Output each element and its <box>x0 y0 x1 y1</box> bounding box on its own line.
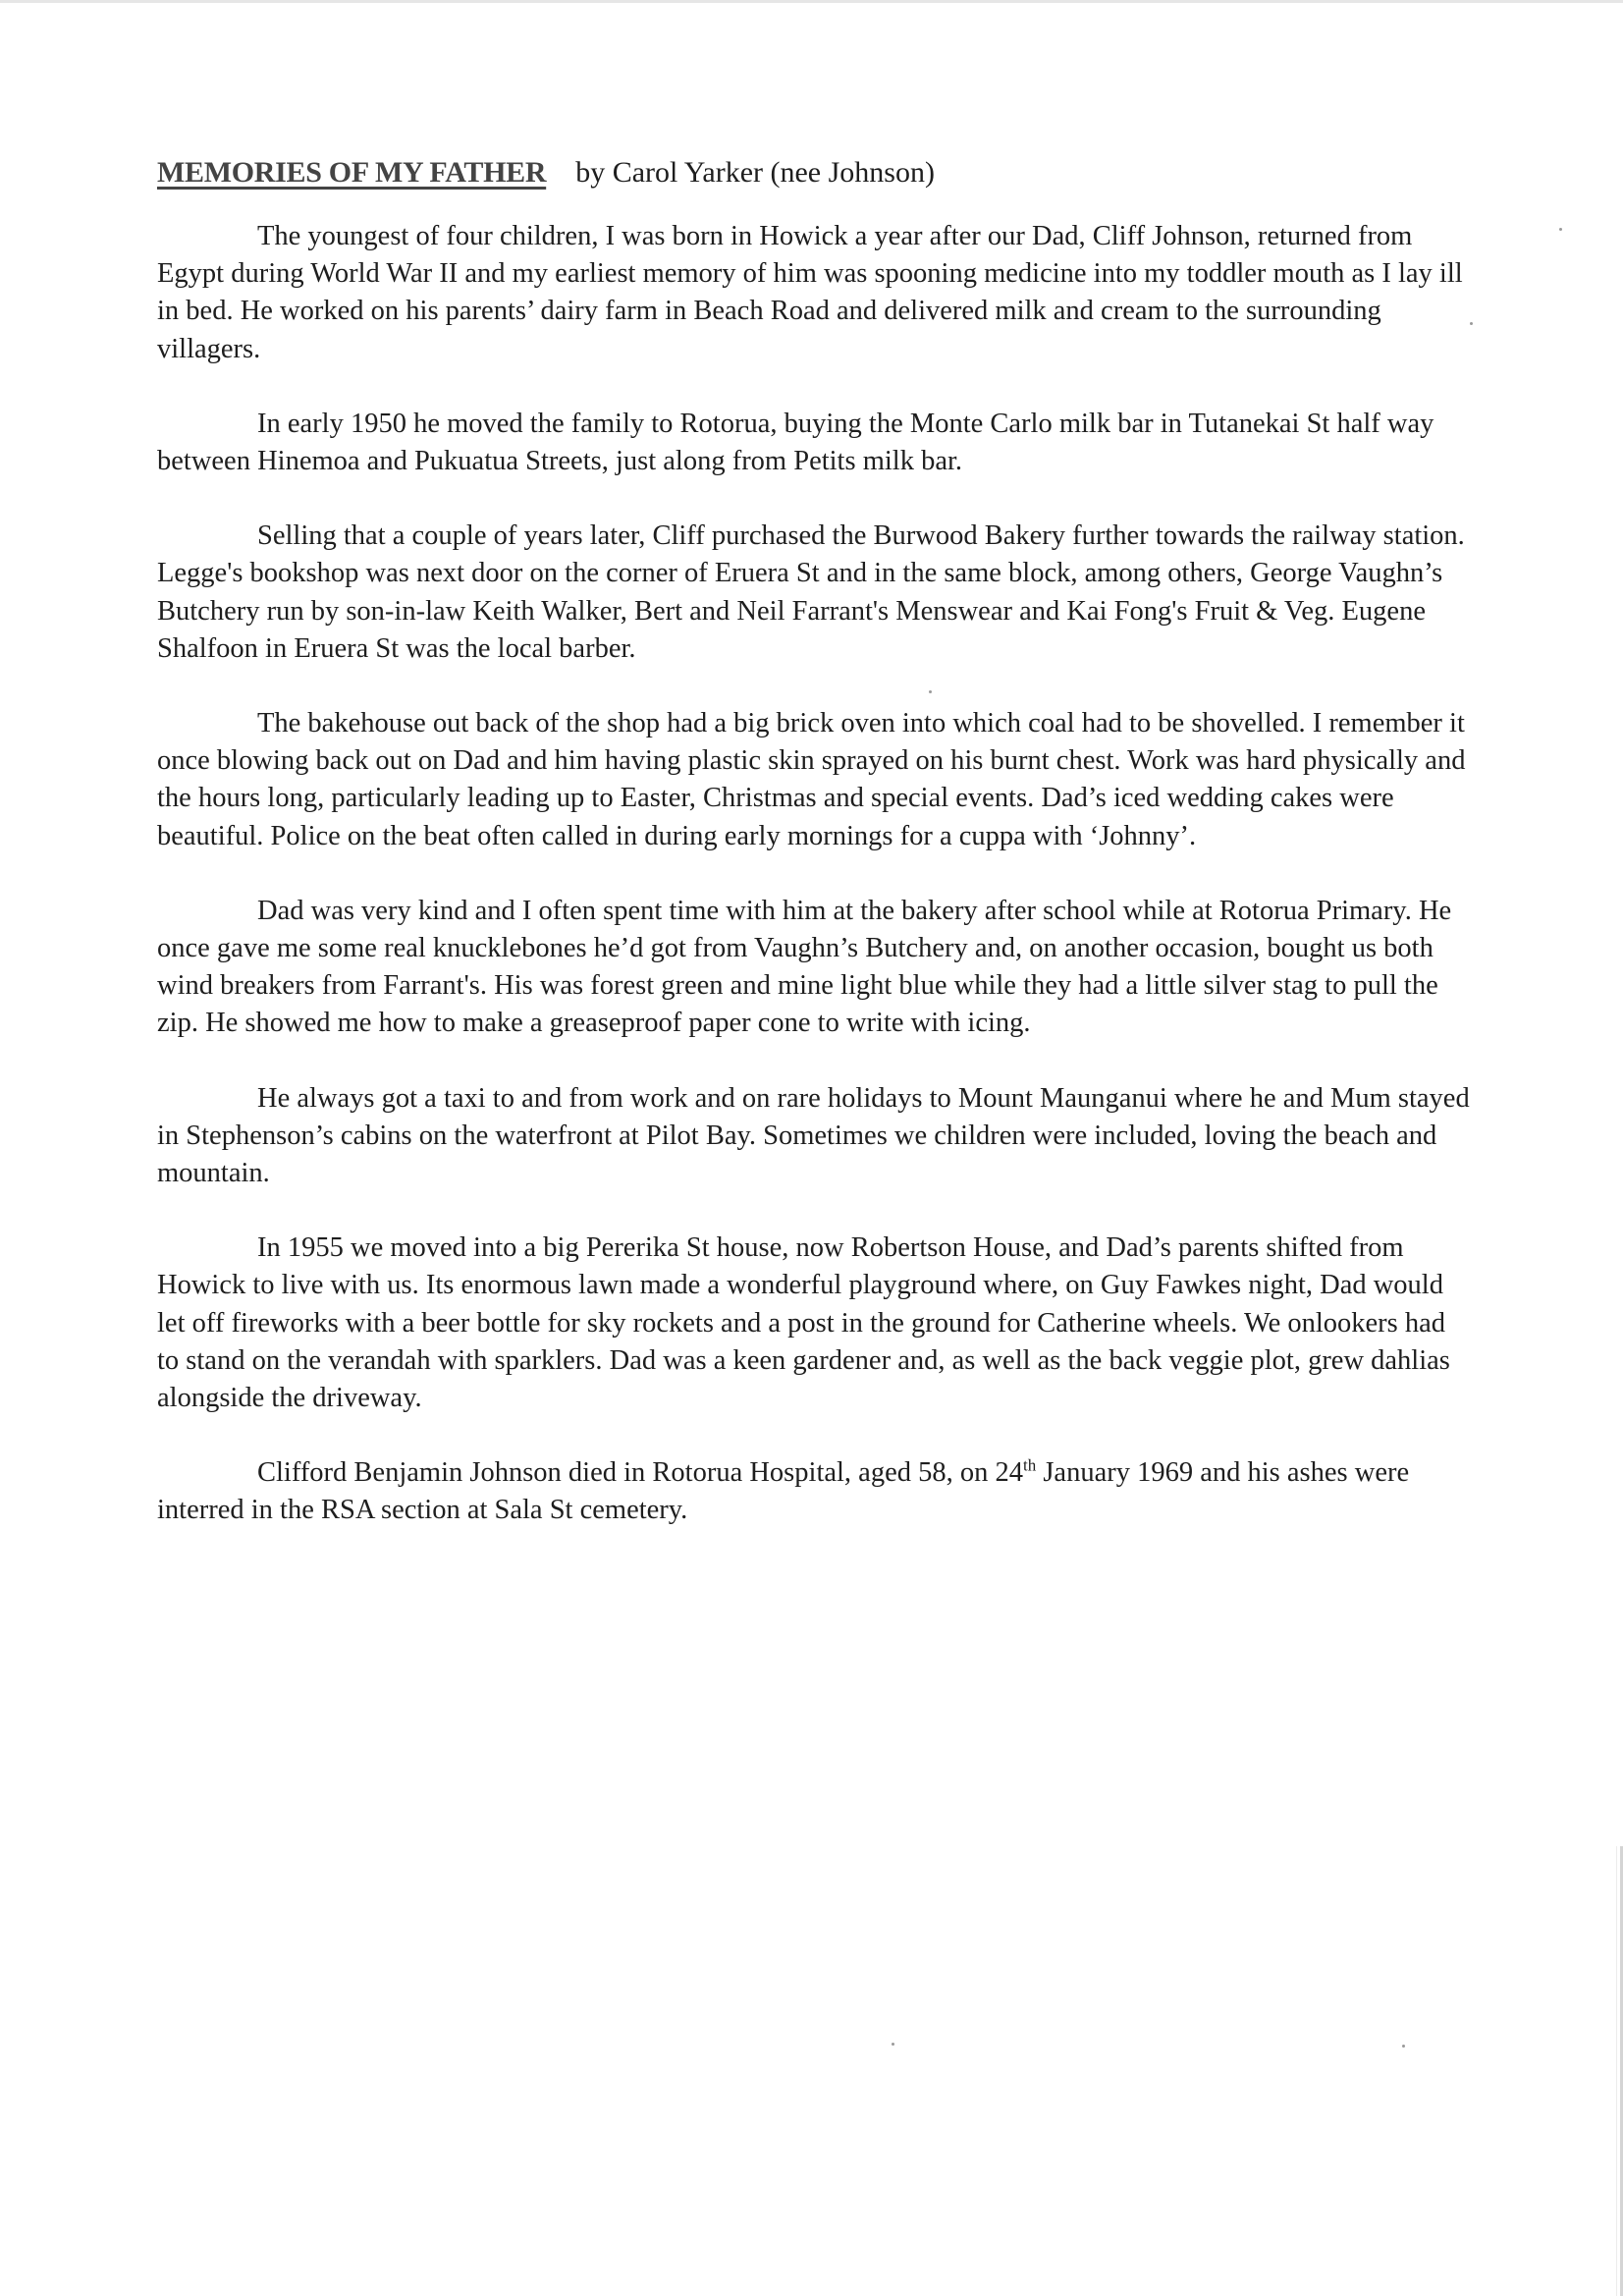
scan-speck <box>892 2043 894 2046</box>
scan-speck <box>1559 228 1562 231</box>
document-title: MEMORIES OF MY FATHER <box>157 156 547 189</box>
document-body <box>157 149 1473 1567</box>
scan-speck <box>1470 322 1473 325</box>
paragraph-1: The youngest of four children, I was born in Howick a year after our Dad, Cliff Johnson, returned from Egypt during World War II and my earliest memory of him was spooning medicine into my toddler mouth as I lay ill in bed. He worked on his parents’ dairy farm in Beach Road and delivered milk and cream to the surrounding villagers. <box>157 221 1463 364</box>
ordinal-suffix: th <box>1022 1455 1037 1475</box>
paragraph-3: Selling that a couple of years later, Cliff purchased the Burwood Bakery further towards the railway station. Legge's bookshop was next door on the corner of Eruera St and in the same block, among others, George Vaughn’s Butchery run by son-in-law Keith Walker, Bert and Neil Farrant's Menswear and Kai Fong's Fruit & Veg. Eugene Shalfoon in Eruera St was the local barber. <box>157 520 1465 664</box>
paragraph-7: In 1955 we moved into a big Pererika St house, now Robertson House, and Dad’s parents shifted from Howick to live with us. Its enormous lawn made a wonderful playground where, on Guy Fawkes night, Dad would let off fireworks with a beer bottle for sky rockets and a post in the ground for Catherine wheels. We onlookers had to stand on the verandah with sparklers. Dad was a keen gardener and, as well as the back veggie plot, grew dahlias alongside the driveway. <box>157 1232 1450 1414</box>
paragraph-8-end: January 1969 and his ashes were interred in the RSA section at Sala St cemetery. <box>157 1457 1410 1526</box>
paragraph-8-start: Clifford Benjamin Johnson died in Rotorua Hospital, aged 58, on 24 <box>257 1457 1023 1489</box>
scan-right-edge-shadow <box>1616 1846 1617 2296</box>
scan-speck <box>1402 2045 1405 2048</box>
paragraph-5: Dad was very kind and I often spent time with him at the bakery after school while at Rotorua Primary. He once gave me some real knucklebones he’d got from Vaughn’s Butchery and, on another occasion, bought us both wind breakers from Farrant's. His was forest green and mine light blue while they had a little silver stag to pull the zip. He showed me how to make a greaseproof paper cone to write with icing. <box>157 895 1452 1039</box>
paragraph-4: The bakehouse out back of the shop had a big brick oven into which coal had to be shovelled. I remember it once blowing back out on Dad and him having plastic skin sprayed on his burnt chest. Work was hard physically and the hours long, particularly leading up to Easter, Christmas and special events. Dad’s iced wedding cakes were beautiful. Police on the beat often called in during early mornings for a cuppa with ‘Johnny’. <box>157 708 1466 851</box>
document-byline: by Carol Yarker (nee Johnson) <box>575 156 935 189</box>
scan-speck <box>929 690 932 693</box>
paragraph-8 <box>157 1454 1473 1529</box>
paragraph-6: He always got a taxi to and from work and on rare holidays to Mount Maunganui where he and Mum stayed in Stephenson’s cabins on the waterfront at Pilot Bay. Sometimes we children were included, loving the beach and mountain. <box>157 1082 1470 1189</box>
paragraph-2: In early 1950 he moved the family to Rotorua, buying the Monte Carlo milk bar in Tutanekai St half way between Hinemoa and Pukuatua Streets, just along from Petits milk bar. <box>157 408 1434 477</box>
scan-top-edge <box>0 0 1623 3</box>
document-header <box>157 149 1473 196</box>
